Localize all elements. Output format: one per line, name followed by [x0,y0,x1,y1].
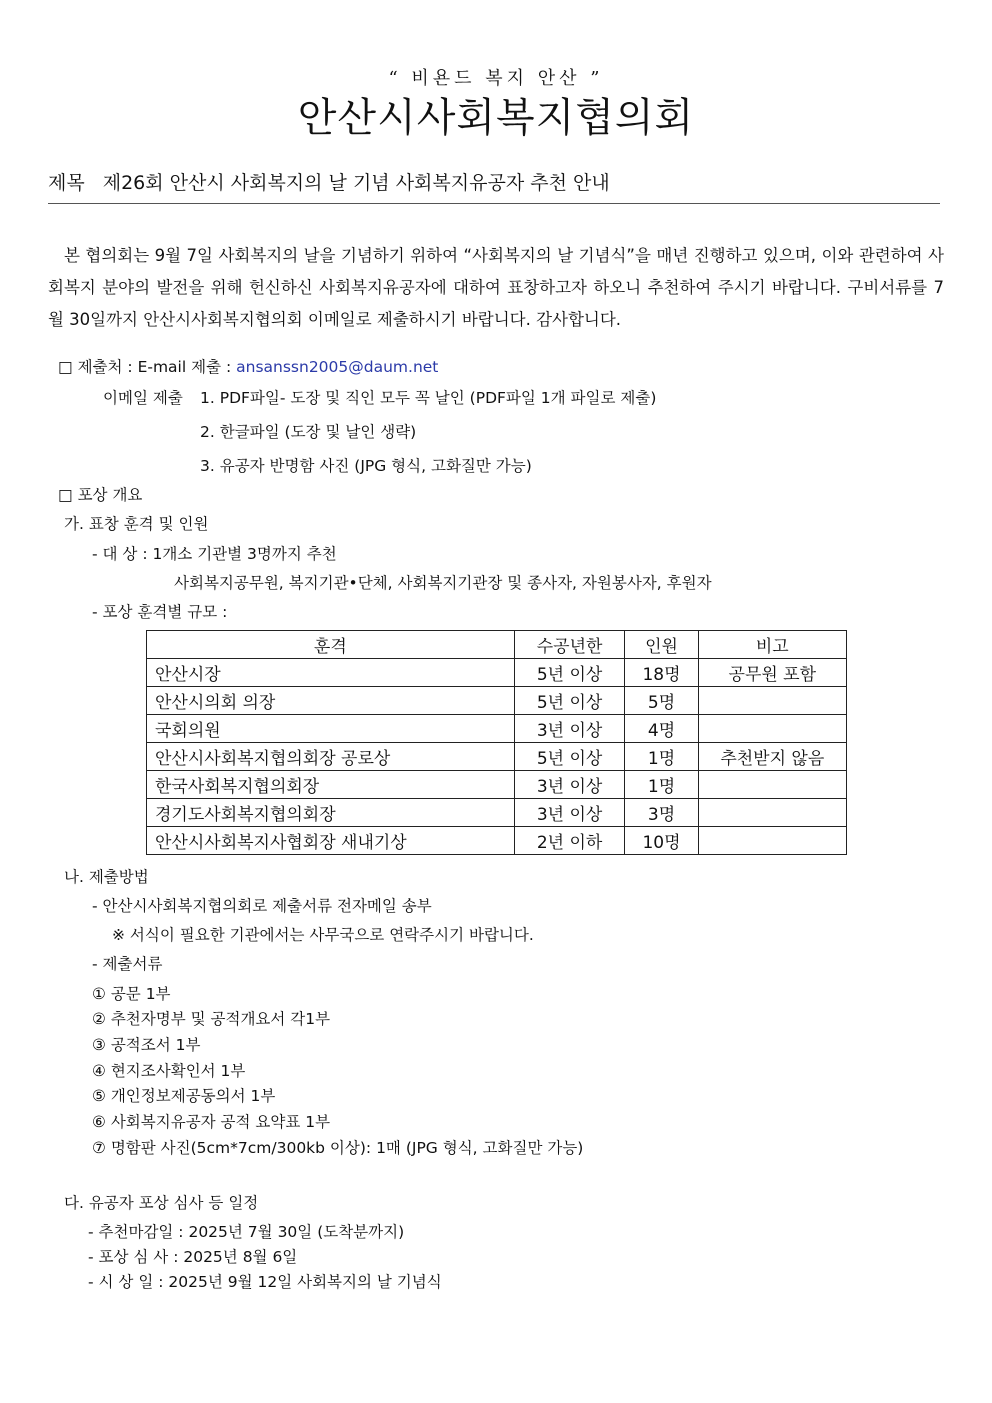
subject-label: 제목 [48,172,85,194]
note-cell: 추천받지 않음 [698,743,846,771]
schedule-item-1: - 추천마감일 : 2025년 7월 30일 (도착분까지) [88,1223,405,1241]
years-cell: 2년 이하 [514,827,625,855]
award-name-cell: 안산시사회복지사협회장 새내기상 [147,827,515,855]
note-cell [698,799,846,827]
document-item-1: ① 공문 1부 [92,985,171,1003]
award-table [146,630,847,855]
award-overview-heading: □ 포상 개요 [58,486,143,504]
award-name-cell: 안산시장 [147,659,515,687]
submission-item-2: 2. 한글파일 (도장 및 날인 생략) [200,423,417,441]
award-name-cell: 국회의원 [147,715,515,743]
award-name-cell: 한국사회복지협의회장 [147,771,515,799]
document-item-4: ④ 현지조사확인서 1부 [92,1062,246,1080]
slogan: “ 비욘드 복지 안산 ” [388,68,604,89]
email-submission-label: 이메일 제출 [103,389,183,407]
table-row [147,659,847,687]
years-cell: 5년 이상 [514,687,625,715]
section-a-heading: 가. 표창 훈격 및 인원 [64,515,209,533]
subject-line [48,168,610,195]
table-header-cell: 수공년한 [514,631,625,659]
document-item-3: ③ 공적조서 1부 [92,1036,201,1054]
table-row [147,743,847,771]
count-cell: 5명 [625,687,698,715]
count-cell: 18명 [625,659,698,687]
target-line: - 대 상 : 1개소 기관별 3명까지 추천 [92,545,337,563]
table-header-cell: 비고 [698,631,846,659]
count-cell: 3명 [625,799,698,827]
table-row [147,827,847,855]
years-cell: 5년 이상 [514,659,625,687]
years-cell: 3년 이상 [514,799,625,827]
years-cell: 3년 이상 [514,715,625,743]
method-line: - 안산시사회복지협의회로 제출서류 전자메일 송부 [92,897,432,915]
note-cell [698,715,846,743]
documents-label: - 제출서류 [92,955,163,973]
count-cell: 10명 [625,827,698,855]
intro-paragraph: 본 협의회는 9월 7일 사회복지의 날을 기념하기 위하여 “사회복지의 날 기념식”을 매년 진행하고 있으며, 이와 관련하여 사회복지 분야의 발전을 위해 헌신하신 사회복지유공자에 대하여 표창하고자 하오니 추천하여 주시기 바랍니다. 구비서류를 7월 30일까지 안산시사회복지협의회 이메일로 제출하시기 바랍니다. 감사합니다. [48,246,944,329]
submission-heading-text: □ 제출처 : E-mail 제출 : [58,358,237,376]
method-note: ※ 서식이 필요한 기관에서는 사무국으로 연락주시기 바랍니다. [112,926,534,944]
note-cell [698,771,846,799]
table-row [147,771,847,799]
target-detail: 사회복지공무원, 복지기관•단체, 사회복지기관장 및 종사자, 자원봉사자, 후원자 [174,574,712,592]
count-cell: 1명 [625,771,698,799]
note-cell [698,687,846,715]
submission-email-link[interactable]: ansanssn2005@daum.net [236,358,439,376]
title-divider [48,203,940,204]
table-header-cell: 인원 [625,631,698,659]
award-name-cell: 경기도사회복지협의회장 [147,799,515,827]
award-name-cell: 안산시의회 의장 [147,687,515,715]
document-item-2: ② 추천자명부 및 공적개요서 각1부 [92,1010,331,1028]
schedule-heading: 다. 유공자 포상 심사 등 일정 [64,1194,259,1212]
schedule-item-2: - 포상 심 사 : 2025년 8월 6일 [88,1248,298,1266]
table-header-cell: 훈격 [147,631,515,659]
document-item-5: ⑤ 개인정보제공동의서 1부 [92,1087,276,1105]
years-cell: 3년 이상 [514,771,625,799]
submission-heading [58,355,438,377]
document-item-6: ⑥ 사회복지유공자 공적 요약표 1부 [92,1113,331,1131]
submission-item-3: 3. 유공자 반명함 사진 (JPG 형식, 고화질만 가능) [200,457,532,475]
table-row [147,715,847,743]
scale-line: - 포상 훈격별 규모 : [92,603,228,621]
document-item-7: ⑦ 명함판 사진(5cm*7cm/300kb 이상): 1매 (JPG 형식, 고화질만 가능) [92,1139,584,1157]
schedule-item-3: - 시 상 일 : 2025년 9월 12일 사회복지의 날 기념식 [88,1273,442,1291]
count-cell: 1명 [625,743,698,771]
method-heading: 나. 제출방법 [64,868,149,886]
note-cell: 공무원 포함 [698,659,846,687]
award-name-cell: 안산시사회복지협의회장 공로상 [147,743,515,771]
table-header-row [147,631,847,659]
table-row [147,799,847,827]
years-cell: 5년 이상 [514,743,625,771]
submission-item-1: 1. PDF파일- 도장 및 직인 모두 꼭 날인 (PDF파일 1개 파일로 제출) [200,389,657,407]
subject-text: 제26회 안산시 사회복지의 날 기념 사회복지유공자 추천 안내 [102,172,610,194]
note-cell [698,827,846,855]
organization-title: 안산시사회복지협의회 [297,95,695,141]
count-cell: 4명 [625,715,698,743]
table-row [147,687,847,715]
